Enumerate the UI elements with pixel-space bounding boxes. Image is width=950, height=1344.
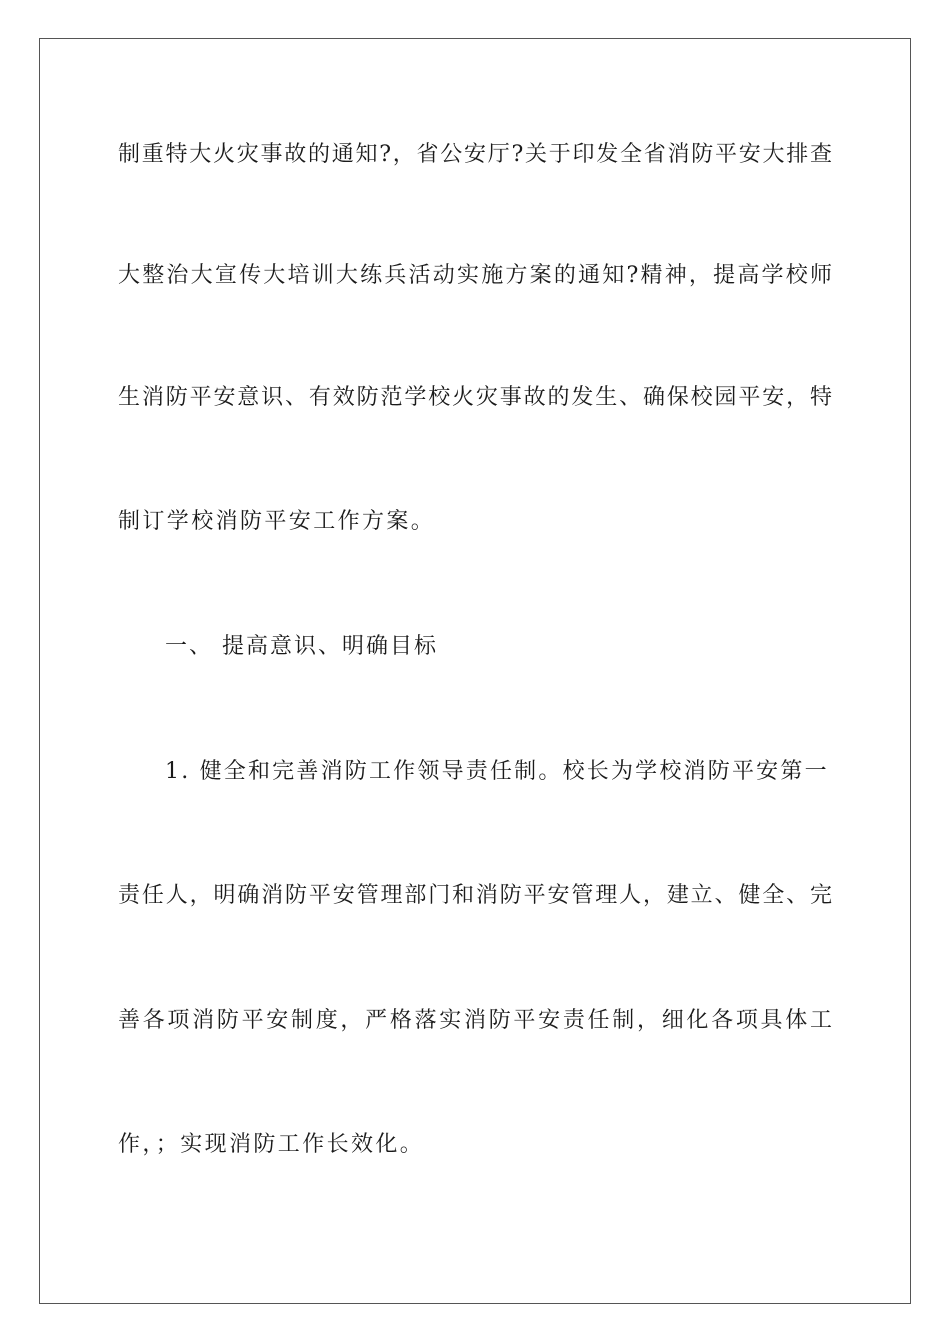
- intro-line-2: 大整治大宣传大培训大练兵活动实施方案的通知?精神，提高学校师: [118, 263, 832, 288]
- item-1-line-1: 1. 健全和完善消防工作领导责任制。校长为学校消防平安第一: [165, 759, 829, 784]
- section-heading: 一、 提高意识、明确目标: [165, 634, 438, 659]
- item-1-line-2: 责任人，明确消防平安管理部门和消防平安管理人，建立、健全、完: [118, 883, 832, 908]
- intro-line-4: 制订学校消防平安工作方案。: [118, 509, 436, 534]
- page-border: [39, 38, 911, 1304]
- item-1-line-3: 善各项消防平安制度，严格落实消防平安责任制，细化各项具体工: [118, 1008, 832, 1033]
- intro-line-1: 制重特大火灾事故的通知?，省公安厅?关于印发全省消防平安大排查: [118, 142, 832, 167]
- intro-line-3: 生消防平安意识、有效防范学校火灾事故的发生、确保校园平安，特: [118, 385, 832, 410]
- item-1-line-4: 作，；实现消防工作长效化。: [118, 1132, 425, 1157]
